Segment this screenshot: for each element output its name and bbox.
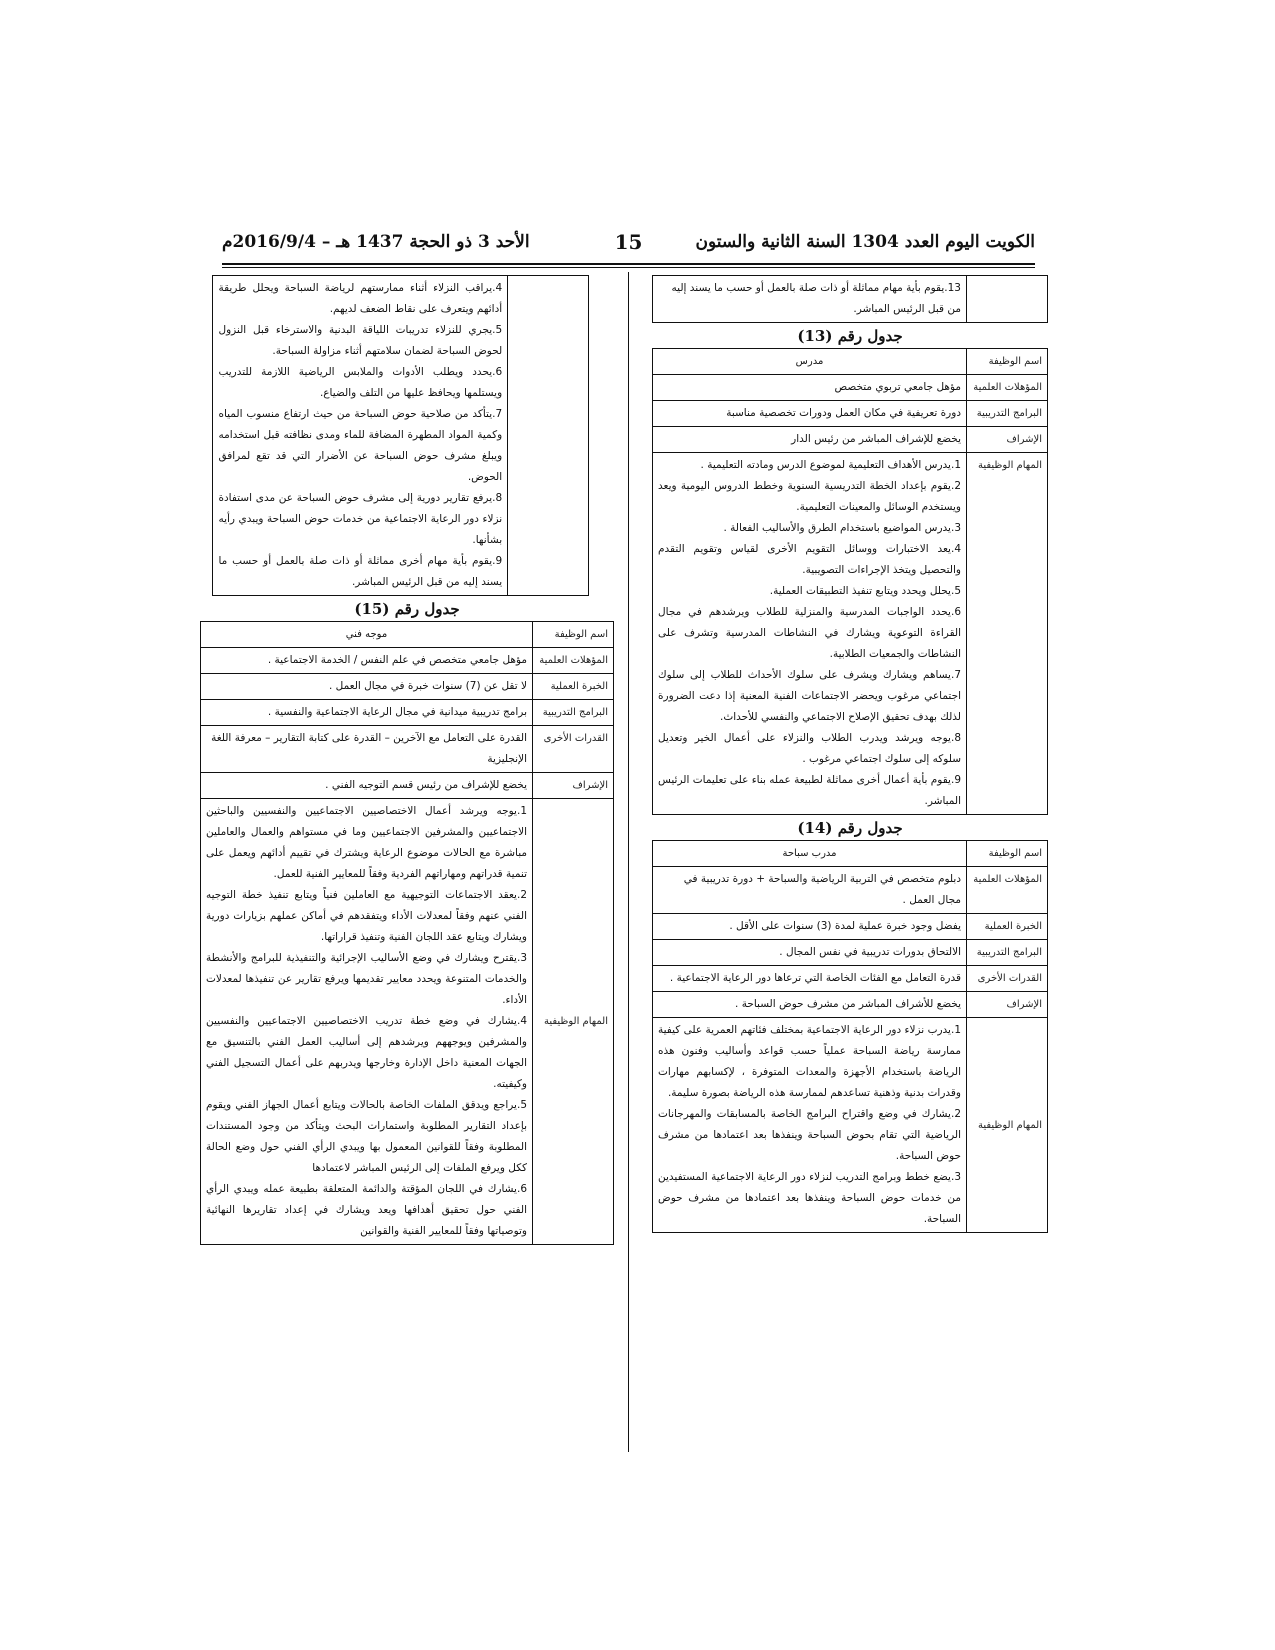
list-item: 6.يحدد الواجبات المدرسية والمنزلية للطلاب ويرشدهم في مجال القراءة التوعوية ويشارك في النشاطات المدرسية وتشرف على النشاطات والجمعيات الطلابية. <box>658 606 961 660</box>
list-item: 1.يدرس الأهداف التعليمية لموضوع الدرس ومادته التعليمية . <box>700 459 961 471</box>
table-row: الإشراف يخضع للأشراف المباشر من مشرف حوض السباحة . <box>653 992 1048 1018</box>
page-header <box>222 232 1035 260</box>
table-row: الإشراف يخضع للإشراف المباشر من رئيس الدار <box>653 427 1048 453</box>
list-item: 4.يعد الاختبارات ووسائل التقويم الأخرى لقياس وتقويم التقدم والتحصيل ويتخذ الإجراءات التصويبية. <box>658 543 961 576</box>
table-row: القدرات الأخرى القدرة على التعامل مع الآخرين – القدرة على كتابة التقارير – معرفة اللغة الإنجليزية <box>201 726 614 773</box>
job-title: مدرب سباحة <box>653 841 967 867</box>
tasks-list <box>213 276 508 596</box>
table-14 <box>652 840 1048 1233</box>
list-item: 3.يقترح ويشارك في وضع الأساليب الإجرائية والتنفيذية للبرامج والأنشطة والخدمات المتنوعة ويحدد معايير تقديمها ويرفع تقارير عن تنفيذها لمعدلات الأداء. <box>206 952 527 1006</box>
list-item: 8.يرفع تقارير دورية إلى مشرف حوض السباحة عن مدى استفادة نزلاء دور الرعاية الاجتماعية من خدمات حوض السباحة ويبدي رأيه بشأنها. <box>218 492 503 546</box>
page-number: 15 <box>614 230 643 254</box>
right-column <box>652 275 1048 1233</box>
tasks-list <box>653 453 967 815</box>
list-item: 8.يوجه ويرشد ويدرب الطلاب والنزلاء على أعمال الخير وتعديل سلوكه إلى سلوك اجتماعي مرغوب . <box>658 732 961 765</box>
list-item: 7.يتأكد من صلاحية حوض السباحة من حيث ارتفاع منسوب المياه وكمية المواد المطهرة المضافة للماء ومدى نظافته قبل استخدامه ويبلغ مشرف حوض السباحة عن الأضرار التي قد تقع لمرافق الحوض. <box>218 408 503 483</box>
table-row: اسم الوظيفة مدرس <box>653 349 1048 375</box>
list-item: 6.يشارك في اللجان المؤقتة والدائمة المتعلقة بطبيعة عمله ويبدي الرأي الفني حول تحقيق أهدافها ويعد ويشارك في إعداد تقاريرها النهائية وتوصياتها وفقاً للمعايير الفنية والقوانين <box>206 1183 527 1237</box>
list-item: 5.يجري للنزلاء تدريبات اللياقة البدنية والاسترخاء قبل النزول لحوض السباحة لضمان سلامتهم أثناء مزاولة السباحة. <box>218 324 503 357</box>
tasks-list <box>653 1018 967 1233</box>
list-item: 9.يقوم بأية أعمال أخرى مماثلة لطبيعة عمله بناء على تعليمات الرئيس المباشر. <box>658 774 961 807</box>
table-row: الإشراف يخضع للإشراف من رئيس قسم التوجيه الفني . <box>201 773 614 799</box>
table-13 <box>652 348 1048 815</box>
header-rule <box>222 263 1035 265</box>
carry-over-table-12 <box>652 275 1048 323</box>
table-row: المهام الوظيفية 1.يدرس الأهداف التعليمية لموضوع الدرس ومادته التعليمية . 2.يقوم بإعداد الخطة التدريسية السنوية وخطط الدروس اليومية ويعد ويستخدم الوسائل والمعينات التعليمية. 3.يدرس المواضيع باستخدام الطرق والأساليب الفعالة . 4.يعد الاختبارات ووسائل التقويم الأخرى لقياس وتقويم التقدم والتحصيل ويتخذ الإجراءات التصويبية. 5.يحلل ويحدد ويتابع تنفيذ التطبيقات العملية. 6.يحدد الواجبات المدرسية والمنزلية للطلاب ويرشدهم في مجال القراءة التوعوية ويشارك في النشاطات المدرسية وتشرف على النشاطات والجمعيات الطلابية. 7.يساهم ويشارك ويشرف على سلوك الأحداث للطلاب إلى سلوك اجتماعي مرغوب ويحضر الاجتماعات الفنية المعنية إذا دعت الضرورة لذلك بهدف تحقيق الإصلاح الاجتماعي والنفسي للأحداث. 8.يوجه ويرشد ويدرب الطلاب والنزلاء على أعمال الخير وتعديل سلوكه إلى سلوك اجتماعي مرغوب . 9.يقوم بأية أعمال أخرى مماثلة لطبيعة عمله بناء على تعليمات الرئيس المباشر. <box>653 453 1048 815</box>
carry-item: 13.يقوم بأية مهام مماثلة أو ذات صلة بالعمل أو حسب ما يسند إليه من قبل الرئيس المباشر. <box>653 276 967 323</box>
list-item: 7.يساهم ويشارك ويشرف على سلوك الأحداث للطلاب إلى سلوك اجتماعي مرغوب ويحضر الاجتماعات الفنية المعنية إذا دعت الضرورة لذلك بهدف تحقيق الإصلاح الاجتماعي والنفسي للأحداث. <box>658 669 961 723</box>
column-divider <box>628 272 629 1452</box>
table-row: المؤهلات العلمية مؤهل جامعي تربوي متخصص <box>653 375 1048 401</box>
table-15-title: جدول رقم (15) <box>354 600 460 618</box>
list-item: 1.يدرب نزلاء دور الرعاية الاجتماعية بمختلف فئاتهم العمرية على كيفية ممارسة رياضة السباحة عملياً حسب قواعد وأساليب وفنون هذه الرياضة باستخدام الأجهزة والمعدات المتوفرة ، لإكسابهم مهارات وقدرات بدنية وذهنية تساعدهم لممارسة هذه الرياضة بصورة سليمة. <box>658 1024 961 1099</box>
list-item: 2.يعقد الاجتماعات التوجيهية مع العاملين فنياً ويتابع تنفيذ خطة التوجيه الفني عنهم وفقاً لمعدلات الأداء ويتفقدهم في أماكن عملهم بزيارات دورية ويشارك ويتابع عقد اللجان الفنية وتنفيذ قراراتها. <box>206 889 527 943</box>
list-item: 2.يقوم بإعداد الخطة التدريسية السنوية وخطط الدروس اليومية ويعد ويستخدم الوسائل والمعينات التعليمية. <box>658 480 961 513</box>
tasks-list <box>201 799 533 1245</box>
list-item: 3.يدرس المواضيع باستخدام الطرق والأساليب الفعالة . <box>723 522 961 534</box>
left-column <box>200 275 614 1245</box>
list-item: 4.يشارك في وضع خطة تدريب الاختصاصيين الاجتماعيين والنفسيين والمشرفين ويوجههم ويرشدهم إلى أساليب العمل الفني بالتنسيق مع الجهات المعنية داخل الإدارة وخارجها ويدربهم على أعمال التسجيل الفني وكيفيته. <box>206 1015 527 1090</box>
table-row: المؤهلات العلمية مؤهل جامعي متخصص في علم النفس / الخدمة الاجتماعية . <box>201 648 614 674</box>
list-item: 2.يشارك في وضع واقتراح البرامج الخاصة بالمسابقات والمهرجانات الرياضية التي تقام بحوض السباحة وينفذها بعد اعتمادها من مشرف حوض السباحة. <box>658 1108 961 1162</box>
table-row: البرامج التدريبية برامج تدريبية ميدانية في مجال الرعاية الاجتماعية والنفسية . <box>201 700 614 726</box>
table-row: اسم الوظيفة مدرب سباحة <box>653 841 1048 867</box>
list-item: 4.يراقب النزلاء أثناء ممارستهم لرياضة السباحة ويحلل طريقة أدائهم ويتعرف على نقاط الضعف لديهم. <box>218 282 503 315</box>
list-item: 6.يحدد ويطلب الأدوات والملابس الرياضية اللازمة للتدريب ويستلمها ويحافظ عليها من التلف والضياع. <box>218 366 503 399</box>
table-15 <box>200 621 614 1245</box>
table-row: البرامج التدريبية دورة تعريفية في مكان العمل ودورات تخصصية مناسبة <box>653 401 1048 427</box>
list-item: 9.يقوم بأية مهام أخرى مماثلة أو ذات صلة بالعمل أو حسب ما يسند إليه من قبل الرئيس المباشر. <box>218 555 503 588</box>
header-rule-thin <box>222 267 1035 268</box>
table-row: المهام الوظيفية 1.يدرب نزلاء دور الرعاية الاجتماعية بمختلف فئاتهم العمرية على كيفية ممارسة رياضة السباحة عملياً حسب قواعد وأساليب وفنون هذه الرياضة باستخدام الأجهزة والمعدات المتوفرة ، لإكسابهم مهارات وقدرات بدنية وذهنية تساعدهم لممارسة هذه الرياضة بصورة سليمة. 2.يشارك في وضع واقتراح البرامج الخاصة بالمسابقات والمهرجانات الرياضية التي تقام بحوض السباحة وينفذها بعد اعتمادها من مشرف حوض السباحة. 3.يضع خطط وبرامج التدريب لنزلاء دور الرعاية الاجتماعية المستفيدين من خدمات حوض السباحة وينفذها بعد اعتمادها من مشرف حوض السباحة. <box>653 1018 1048 1233</box>
job-title: موجه فني <box>201 622 533 648</box>
list-item: 1.يوجه ويرشد أعمال الاختصاصيين الاجتماعيين والنفسيين والباحثين الاجتماعيين والمشرفين الاجتماعيين وما في مستواهم والعمال والعاملين مباشرة مع الحالات موضوع الرعاية ويشترك في تقييم أدائهم ويعمل على تنمية قدراتهم ومهاراتهم الفردية وفقاً للمعايير الفنية للعمل. <box>206 805 527 880</box>
list-item: 5.يحلل ويحدد ويتابع تنفيذ التطبيقات العملية. <box>769 585 961 597</box>
list-item: 5.يراجع ويدقق الملفات الخاصة بالحالات ويتابع أعمال الجهاز الفني ويقوم بإعداد التقارير المطلوبة واستمارات البحث ويتأكد من وجود المستندات المطلوبة وفقاً للقوانين المعمول بها ويبدي الرأي الفني حول وضع الحالة ككل ويرفع الملفات إلى الرئيس المباشر لاعتمادها <box>206 1099 527 1174</box>
list-item: 3.يضع خطط وبرامج التدريب لنزلاء دور الرعاية الاجتماعية المستفيدين من خدمات حوض السباحة وينفذها بعد اعتمادها من مشرف حوض السباحة. <box>658 1171 961 1225</box>
table-row: المؤهلات العلمية دبلوم متخصص في التربية الرياضية والسباحة + دورة تدريبية في مجال العمل . <box>653 867 1048 914</box>
table-row: البرامج التدريبية الالتحاق بدورات تدريبية في نفس المجال . <box>653 940 1048 966</box>
table-row: المهام الوظيفية 1.يوجه ويرشد أعمال الاختصاصيين الاجتماعيين والنفسيين والباحثين الاجتماعيين والمشرفين الاجتماعيين وما في مستواهم والعمال والعاملين مباشرة مع الحالات موضوع الرعاية ويشترك في تقييم أدائهم ويعمل على تنمية قدراتهم ومهاراتهم الفردية وفقاً للمعايير الفنية للعمل. 2.يعقد الاجتماعات التوجيهية مع العاملين فنياً ويتابع تنفيذ خطة التوجيه الفني عنهم وفقاً لمعدلات الأداء ويتفقدهم في أماكن عملهم بزيارات دورية ويشارك ويتابع عقد اللجان الفنية وتنفيذ قراراتها. 3.يقترح ويشارك في وضع الأساليب الإجرائية والتنفيذية للبرامج والأنشطة والخدمات المتنوعة ويحدد معايير تقديمها ويرفع تقارير عن تنفيذها لمعدلات الأداء. 4.يشارك في وضع خطة تدريب الاختصاصيين الاجتماعيين والنفسيين والمشرفين ويوجههم ويرشدهم إلى أساليب العمل الفني بالتنسيق مع الجهات المعنية داخل الإدارة وخارجها ويدربهم على أعمال التسجيل الفني وكيفيته. 5.يراجع ويدقق الملفات الخاصة بالحالات ويتابع أعمال الجهاز الفني ويقوم بإعداد التقارير المطلوبة واستمارات البحث ويتأكد من وجود المستندات المطلوبة وفقاً للقوانين المعمول بها ويبدي الرأي الفني حول وضع الحالة ككل ويرفع الملفات إلى الرئيس المباشر لاعتمادها 6.يشارك في اللجان المؤقتة والدائمة المتعلقة بطبيعة عمله ويبدي الرأي الفني حول تحقيق أهدافها ويعد ويشارك في إعداد تقاريرها النهائية وتوصياتها وفقاً للمعايير الفنية والقوانين <box>201 799 614 1245</box>
issue-date: الأحد 3 ذو الحجة 1437 هـ – 2016/9/4م <box>222 232 530 252</box>
table-row: القدرات الأخرى قدرة التعامل مع الفئات الخاصة التي ترعاها دور الرعاية الاجتماعية . <box>653 966 1048 992</box>
carry-over-table-14 <box>212 275 589 596</box>
table-row: الخبرة العملية لا تقل عن (7) سنوات خبرة في مجال العمل . <box>201 674 614 700</box>
table-13-title: جدول رقم (13) <box>797 327 903 345</box>
job-title: مدرس <box>653 349 967 375</box>
gazette-issue-info: الكويت اليوم العدد 1304 السنة الثانية والستون <box>695 232 1035 252</box>
table-row: الخبرة العملية يفضل وجود خبرة عملية لمدة (3) سنوات على الأقل . <box>653 914 1048 940</box>
table-14-title: جدول رقم (14) <box>797 819 903 837</box>
table-row: اسم الوظيفة موجه فني <box>201 622 614 648</box>
